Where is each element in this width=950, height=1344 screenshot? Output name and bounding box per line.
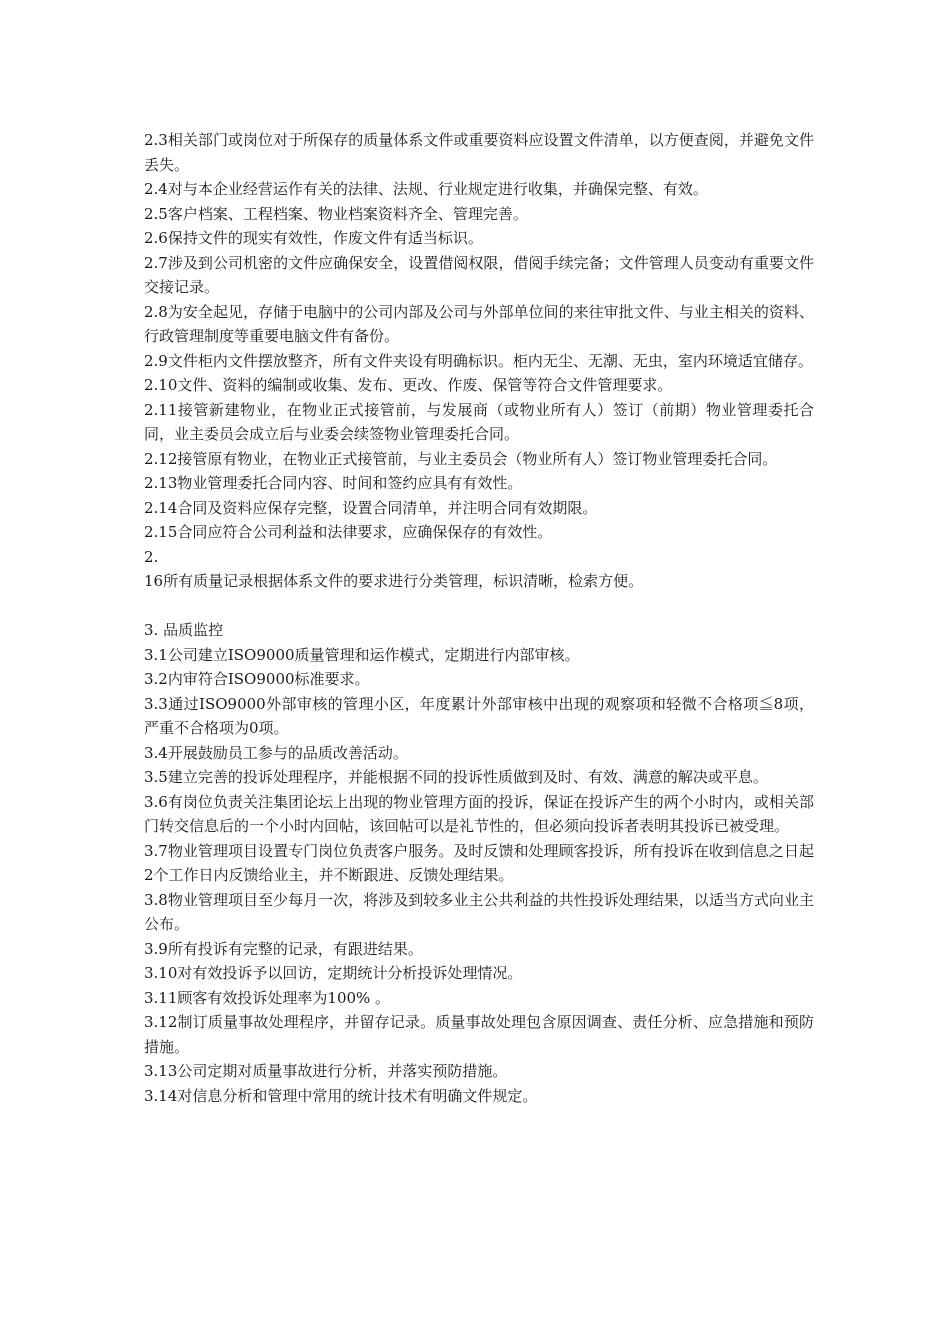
clause-3-3: 3.3通过ISO9000外部审核的管理小区，年度累计外部审核中出现的观察项和轻微不合格项≦8项，严重不合格项为0项。: [144, 694, 814, 737]
document-body: [144, 128, 814, 1108]
clause-2-16: 16所有质量记录根据体系文件的要求进行分类管理，标识清晰，检索方便。: [144, 572, 644, 590]
clause-3-8: 3.8物业管理项目至少每月一次，将涉及到较多业主公共利益的共性投诉处理结果，以适当方式向业主公布。: [144, 890, 814, 933]
clause-2-9: 2.9文件柜内文件摆放整齐，所有文件夹设有明确标识。柜内无尘、无潮、无虫，室内环境适宜储存。: [144, 351, 813, 370]
clause-2-6: 2.6保持文件的现实有效性，作废文件有适当标识。: [144, 229, 483, 247]
clause-2-16-number: 2.: [144, 547, 159, 566]
clause-3-9: 3.9所有投诉有完整的记录，有跟进结果。: [144, 939, 423, 958]
clause-3-10: 3.10对有效投诉予以回访，定期统计分析投诉处理情况。: [144, 964, 523, 982]
clause-2-15: 2.15合同应符合公司利益和法律要求，应确保保存的有效性。: [144, 523, 553, 541]
clause-2-13: 2.13物业管理委托合同内容、时间和签约应具有有效性。: [144, 474, 523, 492]
clause-3-14: 3.14对信息分析和管理中常用的统计技术有明确文件规定。: [144, 1086, 538, 1105]
clause-3-6: 3.6有岗位负责关注集团论坛上出现的物业管理方面的投诉，保证在投诉产生的两个小时内，或相关部门转交信息后的一个小时内回帖，该回帖可以是礼节性的，但必须向投诉者表明其投诉已被受理。: [144, 792, 814, 835]
clause-2-12: 2.12接管原有物业，在物业正式接管前，与业主委员会（物业所有人）签订物业管理委托合同。: [144, 449, 778, 468]
clause-2-14: 2.14合同及资料应保存完整，设置合同清单，并注明合同有效期限。: [144, 498, 598, 517]
clause-2-11: 2.11接管新建物业，在物业正式接管前，与发展商（或物业所有人）签订（前期）物业管理委托合同，业主委员会成立后与业委会续签物业管理委托合同。: [144, 400, 814, 443]
clause-3-11: 3.11顾客有效投诉处理率为100% 。: [144, 988, 391, 1007]
clause-3-13: 3.13公司定期对质量事故进行分析，并落实预防措施。: [144, 1062, 508, 1080]
clause-3-12: 3.12制订质量事故处理程序，并留存记录。质量事故处理包含原因调查、责任分析、应急措施和预防措施。: [144, 1013, 814, 1056]
section-3-heading: 3. 品质监控: [144, 621, 224, 639]
clause-2-4: 2.4对与本企业经营运作有关的法律、法规、行业规定进行收集，并确保完整、有效。: [144, 180, 708, 198]
clause-2-3: 2.3相关部门或岗位对于所保存的质量体系文件或重要资料应设置文件清单，以方便查阅，并避免文件丢失。: [144, 131, 814, 174]
clause-3-2: 3.2内审符合ISO9000标准要求。: [144, 670, 370, 688]
clause-2-7: 2.7涉及到公司机密的文件应确保安全，设置借阅权限，借阅手续完备；文件管理人员变动有重要文件交接记录。: [144, 253, 814, 296]
clause-2-8: 2.8为安全起见，存储于电脑中的公司内部及公司与外部单位间的来往审批文件、与业主相关的资料、行政管理制度等重要电脑文件有备份。: [144, 302, 814, 345]
clause-3-5: 3.5建立完善的投诉处理程序，并能根据不同的投诉性质做到及时、有效、满意的解决或平息。: [144, 768, 768, 786]
clause-3-7: 3.7物业管理项目设置专门岗位负责客户服务。及时反馈和处理顾客投诉，所有投诉在收到信息之日起2个工作日内反馈给业主，并不断跟进、反馈处理结果。: [144, 841, 814, 884]
clause-3-4: 3.4开展鼓励员工参与的品质改善活动。: [144, 743, 408, 762]
clause-2-5: 2.5客户档案、工程档案、物业档案资料齐全、管理完善。: [144, 204, 528, 223]
section-spacer: [144, 594, 814, 619]
clause-2-10: 2.10文件、资料的编制或收集、发布、更改、作废、保管等符合文件管理要求。: [144, 376, 673, 394]
clause-3-1: 3.1公司建立ISO9000质量管理和运作模式，定期进行内部审核。: [144, 645, 580, 664]
